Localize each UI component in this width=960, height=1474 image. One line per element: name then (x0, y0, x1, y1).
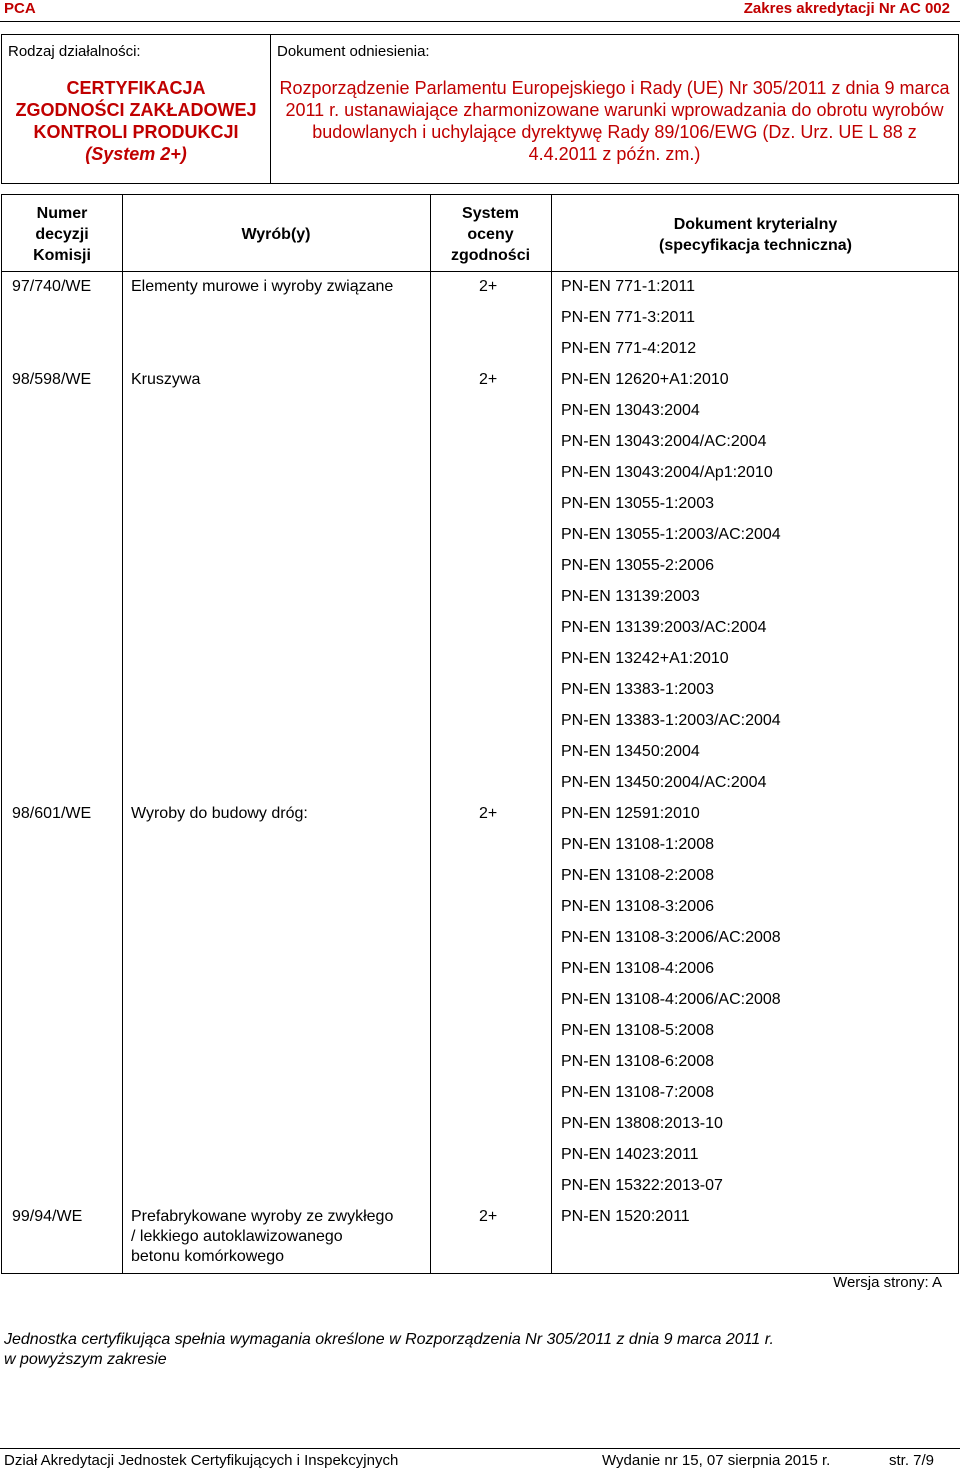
activity-type (2, 77, 270, 165)
page-version: Wersja strony: A (833, 1274, 942, 1291)
top-bar (0, 0, 960, 22)
standard-item: PN-EN 13108-1:2008 (561, 836, 714, 853)
standard-item: PN-EN 1520:2011 (561, 1208, 690, 1225)
note-line: w powyższym zakresie (4, 1351, 167, 1368)
standard-item: PN-EN 13055-2:2006 (561, 557, 714, 574)
standard-item: PN-EN 12620+A1:2010 (561, 371, 729, 388)
standard-item: PN-EN 13450:2004/AC:2004 (561, 774, 767, 791)
activity-line: (System 2+) (85, 144, 187, 164)
standard-item: PN-EN 13383-1:2003 (561, 681, 714, 698)
decision-number: 98/598/WE (12, 371, 92, 388)
product-name-line: betonu komórkowego (131, 1248, 284, 1265)
standard-item: PN-EN 771-3:2011 (561, 309, 695, 326)
standard-item: PN-EN 13108-5:2008 (561, 1022, 714, 1039)
standard-item: PN-EN 13043:2004 (561, 402, 700, 419)
footer-page: str. 7/9 (889, 1452, 935, 1469)
standard-item: PN-EN 13055-1:2003 (561, 495, 714, 512)
standard-item: PN-EN 13043:2004/Ap1:2010 (561, 464, 773, 481)
reference-document: Rozporządzenie Parlamentu Europejskiego i Rady (UE) Nr 305/2011 z dnia 9 marca 2011 r. ustanawiające zharmonizowane warunki wprowadzania do obrotu wyrobów budowlanych i uchylające dyrektywę Rady 89/106/EWG (Dz. Urz. UE L 88 z 4.4.2011 z późn. zm.) (279, 78, 950, 164)
standard-item: PN-EN 15322:2013-07 (561, 1177, 723, 1194)
column-header-document: Dokument kryterialny (specyfikacja techniczna) (659, 216, 852, 254)
accreditation-scope: Zakres akredytacji Nr AC 002 (743, 0, 950, 17)
product-name-line: / lekkiego autoklawizowanego (131, 1228, 343, 1245)
column-divider (551, 195, 552, 1273)
decision-number: 99/94/WE (12, 1208, 83, 1225)
standard-item: PN-EN 14023:2011 (561, 1146, 699, 1163)
column-divider (122, 195, 123, 1273)
standard-item: PN-EN 13108-2:2008 (561, 867, 714, 884)
activity-caption: Rodzaj działalności: (8, 43, 141, 60)
reference-caption: Dokument odniesienia: (277, 43, 430, 60)
scope-table (1, 194, 959, 1274)
column-header-number: Numer decyzji Komisji (33, 205, 91, 264)
system-label: 2+ (479, 371, 498, 388)
standard-item: PN-EN 13808:2013-10 (561, 1115, 723, 1132)
reference-box (271, 34, 959, 184)
note-line: Jednostka certyfikująca spełnia wymagania określone w Rozporządzenia Nr 305/2011 z dnia 9 marca 2011 r. (4, 1331, 774, 1348)
product-name: Kruszywa (131, 371, 201, 388)
standard-item: PN-EN 13450:2004 (561, 743, 700, 760)
standard-item: PN-EN 13108-4:2006/AC:2008 (561, 991, 781, 1008)
decision-number: 98/601/WE (12, 805, 92, 822)
activity-box (1, 34, 271, 184)
product-name-line: Prefabrykowane wyroby ze zwykłego (131, 1208, 394, 1225)
product-name: Wyroby do budowy dróg: (131, 805, 308, 822)
footer-edition: Wydanie nr 15, 07 sierpnia 2015 r. (602, 1452, 831, 1469)
decision-number: 97/740/WE (12, 278, 92, 295)
standard-item: PN-EN 13108-3:2006 (561, 898, 714, 915)
standard-item: PN-EN 13108-4:2006 (561, 960, 714, 977)
standard-item: PN-EN 771-4:2012 (561, 340, 697, 357)
standard-item: PN-EN 13055-1:2003/AC:2004 (561, 526, 781, 543)
standard-item: PN-EN 13043:2004/AC:2004 (561, 433, 767, 450)
standard-item: PN-EN 13383-1:2003/AC:2004 (561, 712, 781, 729)
standard-item: PN-EN 771-1:2011 (561, 278, 695, 295)
standard-item: PN-EN 12591:2010 (561, 805, 700, 822)
activity-line: KONTROLI PRODUKCJI (33, 122, 239, 142)
system-label: 2+ (479, 1208, 498, 1225)
activity-line: ZGODNOŚCI ZAKŁADOWEJ (15, 100, 257, 120)
footer-department: Dział Akredytacji Jednostek Certyfikujących i Inspekcyjnych (4, 1452, 399, 1469)
column-divider (430, 195, 431, 1273)
column-header-system: System oceny zgodności (450, 205, 531, 264)
standard-item: PN-EN 13242+A1:2010 (561, 650, 729, 667)
activity-line: CERTYFIKACJA (66, 78, 206, 98)
header-separator (2, 271, 958, 272)
certification-note (4, 1330, 774, 1370)
org-name: PCA (4, 0, 36, 17)
standard-item: PN-EN 13139:2003/AC:2004 (561, 619, 767, 636)
product-name (131, 1207, 393, 1267)
standard-item: PN-EN 13108-7:2008 (561, 1084, 714, 1101)
system-label: 2+ (479, 278, 498, 295)
footer-divider (0, 1448, 960, 1449)
product-name: Elementy murowe i wyroby związane (131, 278, 394, 295)
standard-item: PN-EN 13108-3:2006/AC:2008 (561, 929, 781, 946)
standard-item: PN-EN 13108-6:2008 (561, 1053, 714, 1070)
standard-item: PN-EN 13139:2003 (561, 588, 700, 605)
system-label: 2+ (479, 805, 498, 822)
column-header-product: Wyrób(y) (241, 226, 311, 243)
